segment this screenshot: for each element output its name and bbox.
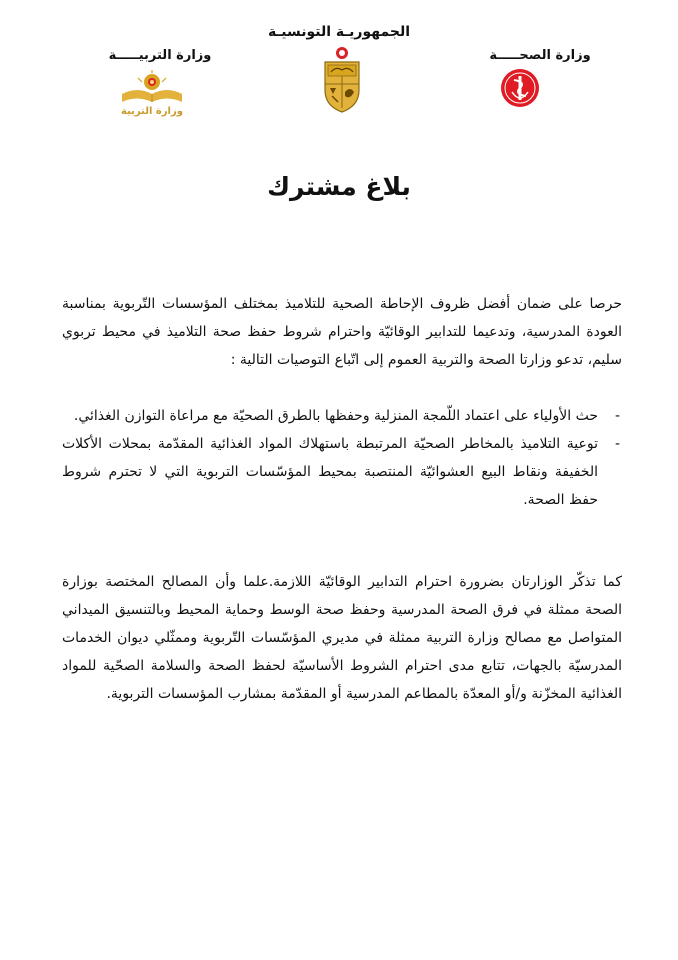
republic-header: الجمهوريـة التونسيـة: [267, 24, 411, 40]
bullet-dash: -: [614, 436, 620, 452]
list-item: [62, 402, 622, 430]
education-logo: [112, 70, 192, 122]
bullet-dash: -: [614, 408, 620, 424]
closing-paragraph: كما تذكّر الوزارتان بضرورة احترام التدابير الوقائيّة اللازمة.علما وأن المصالح المختصة بوزارة الصحة ممثلة في فرق الصحة المدرسية وحفظ صحة الوسط وحماية المحيط وبالتنسيق الميداني المتواصل مع مصالح وزارة التربية ممثلة في مديري المؤسّسات التّربوية وممثّلي ديوان الخدمات المدرسيّة بالجهات، تتابع مدى احترام الشروط الأساسيّة لحفظ الصحة والسلامة الصحّية للمواد الغذائية المخزّنة و/أو المعدّة بالمطاعم المدرسية أو المقدّمة بمشارب المؤسسات التربوية.: [62, 574, 622, 702]
ministry-education-label: وزارة التربيـــــة: [108, 48, 212, 63]
recommendations-list: [62, 402, 622, 514]
document-title: بلاغ مشترك: [267, 172, 411, 201]
list-item-text: توعية التلاميذ بالمخاطر الصحيّة المرتبطة باستهلاك المواد الغذائية المقدّمة بمحلات الأكلات الخفيفة ونقاط البيع العشوائيّة المنتصبة بمحيط المؤسّسات التربوية التي لا تحترم شروط حفظ الصحة.: [62, 436, 598, 508]
health-ministry-logo-icon: [500, 68, 540, 108]
ministry-health-label: وزارة الصحـــــة: [489, 48, 591, 63]
tunisia-emblem-icon: [322, 44, 362, 114]
intro-paragraph: حرصا على ضمان أفضل ظروف الإحاطة الصحية للتلاميذ بمختلف المؤسسات التّربوية بمناسبة العودة المدرسية، وتدعيما للتدابير الوقائيّة واحترام شروط حفظ صحة التلاميذ في محيط تربوي سليم، تدعو وزارتا الصحة والتربية العموم إلى اتّباع التوصيات التالية :: [62, 296, 622, 368]
book-icon: [112, 70, 192, 108]
list-item: [62, 430, 622, 514]
list-item-text: حث الأولياء على اعتماد اللّمجة المنزلية وحفظها بالطرق الصحيّة مع مراعاة التوازن الغذائي.: [73, 408, 598, 424]
education-logo-text: وزارة التربية: [121, 106, 183, 117]
